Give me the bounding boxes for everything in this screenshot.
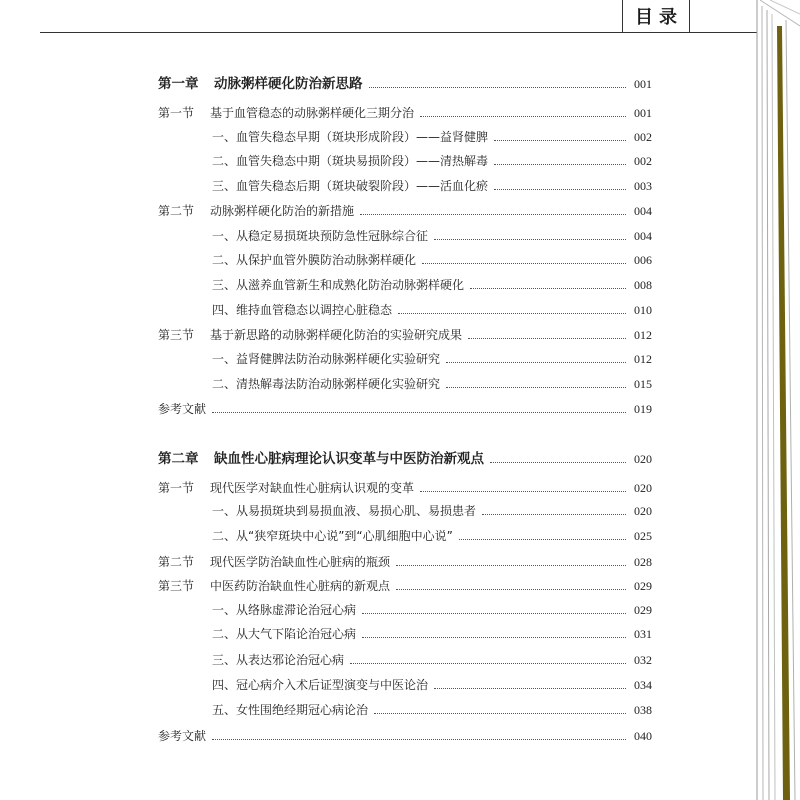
- toc-references: [158, 400, 652, 418]
- toc-label: 第三节: [158, 579, 195, 593]
- toc-leader: [434, 688, 626, 689]
- toc-item: [158, 128, 652, 146]
- toc-title: 三、血管失稳态后期（斑块破裂阶段）——活血化瘀: [212, 179, 489, 193]
- toc-title: 中医药防治缺血性心脏病的新观点: [210, 579, 391, 593]
- toc-leader: [482, 514, 626, 515]
- toc-page: 025: [634, 529, 652, 543]
- page-edges: [740, 0, 800, 800]
- toc-page: 001: [634, 106, 652, 120]
- toc-page: 020: [634, 452, 652, 466]
- toc-item: [158, 350, 652, 368]
- toc-item: [158, 527, 652, 545]
- toc-label: 第一节: [158, 481, 195, 495]
- toc-label: 第二节: [158, 204, 195, 218]
- toc-leader: [362, 637, 626, 638]
- toc-leader: [396, 565, 626, 566]
- toc-chapter: [158, 450, 652, 468]
- toc-title: 一、从稳定易损斑块预防急性冠脉综合征: [212, 229, 429, 243]
- toc-section: [158, 104, 652, 122]
- toc-page: 002: [634, 154, 652, 168]
- toc-title: 一、血管失稳态早期（斑块形成阶段）——益肾健脾: [212, 130, 489, 144]
- toc-section: [158, 202, 652, 220]
- toc-item: [158, 651, 652, 669]
- toc-leader: [374, 713, 626, 714]
- toc-page: 012: [634, 352, 652, 366]
- toc-leader: [470, 288, 626, 289]
- toc-chapter: [158, 75, 652, 93]
- toc-label: 第三节: [158, 328, 195, 342]
- toc-title: 动脉粥样硬化防治新思路: [214, 76, 363, 92]
- toc-leader: [398, 313, 626, 314]
- toc-page: 020: [634, 481, 652, 495]
- toc-leader: [360, 214, 626, 215]
- toc-leader: [422, 263, 626, 264]
- toc-leader: [212, 412, 626, 413]
- toc-item: [158, 251, 652, 269]
- toc-title: 基于新思路的动脉粥样硬化防治的实验研究成果: [210, 328, 463, 342]
- toc-item: [158, 152, 652, 170]
- toc-item: [158, 276, 652, 294]
- toc-leader: [420, 491, 626, 492]
- toc-leader: [494, 164, 626, 165]
- toc-page: 031: [634, 627, 652, 641]
- toc-title: 二、从大气下陷论治冠心病: [212, 627, 357, 641]
- toc-page: 008: [634, 278, 652, 292]
- toc-title: 四、维持血管稳态以调控心脏稳态: [212, 303, 393, 317]
- toc-title: 现代医学防治缺血性心脏病的瓶颈: [210, 555, 391, 569]
- toc-page: 012: [634, 328, 652, 342]
- toc-leader: [434, 239, 626, 240]
- toc-title: 动脉粥样硬化防治的新措施: [210, 204, 355, 218]
- toc-leader: [369, 87, 627, 88]
- toc-leader: [459, 539, 626, 540]
- toc-page: 028: [634, 555, 652, 569]
- toc-title: 四、冠心病介入术后证型演变与中医论治: [212, 678, 429, 692]
- toc-label: 第一节: [158, 106, 195, 120]
- toc-title: 五、女性围绝经期冠心病论治: [212, 703, 369, 717]
- toc-page: 001: [634, 77, 652, 91]
- toc-leader: [446, 362, 626, 363]
- toc-title: 二、从保护血管外膜防治动脉粥样硬化: [212, 253, 417, 267]
- toc-page: 032: [634, 653, 652, 667]
- toc-page: 020: [634, 504, 652, 518]
- toc-title: 参考文献: [158, 402, 207, 416]
- toc-leader: [468, 338, 626, 339]
- toc-label: 第一章: [158, 76, 199, 92]
- toc-leader: [446, 387, 626, 388]
- toc-section: [158, 577, 652, 595]
- toc-title: 一、从络脉虚滞论治冠心病: [212, 603, 357, 617]
- toc-item: [158, 601, 652, 619]
- toc-title: 二、清热解毒法防治动脉粥样硬化实验研究: [212, 377, 441, 391]
- toc-page: 003: [634, 179, 652, 193]
- header-rule: [40, 32, 757, 33]
- toc-page: 004: [634, 204, 652, 218]
- toc-item: [158, 701, 652, 719]
- toc-page: 038: [634, 703, 652, 717]
- toc-page: 015: [634, 377, 652, 391]
- toc-leader: [350, 663, 626, 664]
- toc-leader: [362, 613, 626, 614]
- toc-references: [158, 727, 652, 745]
- toc-leader: [420, 116, 626, 117]
- toc-page: 004: [634, 229, 652, 243]
- toc-section: [158, 553, 652, 571]
- toc-item: [158, 502, 652, 520]
- toc-title: 一、从易损斑块到易损血液、易损心肌、易损患者: [212, 504, 477, 518]
- toc-item: [158, 301, 652, 319]
- toc-page: 029: [634, 579, 652, 593]
- toc-leader: [396, 589, 626, 590]
- toc-heading-tab: [622, 0, 690, 32]
- toc-page: 010: [634, 303, 652, 317]
- toc-leader: [490, 462, 626, 463]
- toc-section: [158, 326, 652, 344]
- toc-item: [158, 227, 652, 245]
- toc-label: 第二章: [158, 451, 199, 467]
- toc-title: 缺血性心脏病理论认识变革与中医防治新观点: [214, 451, 484, 467]
- toc-page: 029: [634, 603, 652, 617]
- toc-title: 参考文献: [158, 729, 207, 743]
- toc-page: 034: [634, 678, 652, 692]
- toc-title: 现代医学对缺血性心脏病认识观的变革: [210, 481, 415, 495]
- toc-title: 基于血管稳态的动脉粥样硬化三期分治: [210, 106, 415, 120]
- toc-page: 006: [634, 253, 652, 267]
- toc-page: 040: [634, 729, 652, 743]
- toc-item: [158, 625, 652, 643]
- toc-item: [158, 177, 652, 195]
- page-title: 目录: [635, 7, 683, 28]
- toc-title: 三、从表达邪论治冠心病: [212, 653, 345, 667]
- toc-title: 二、从“狭窄斑块中心说”到“心肌细胞中心说”: [212, 529, 453, 543]
- toc-item: [158, 375, 652, 393]
- toc-item: [158, 676, 652, 694]
- toc-title: 二、血管失稳态中期（斑块易损阶段）——清热解毒: [212, 154, 489, 168]
- toc-page: 002: [634, 130, 652, 144]
- toc-page: 019: [634, 402, 652, 416]
- toc-section: [158, 479, 652, 497]
- toc-label: 第二节: [158, 555, 195, 569]
- toc-leader: [212, 739, 626, 740]
- toc-title: 三、从滋养血管新生和成熟化防治动脉粥样硬化: [212, 278, 465, 292]
- toc-leader: [494, 189, 626, 190]
- toc-leader: [494, 140, 626, 141]
- toc-title: 一、益肾健脾法防治动脉粥样硬化实验研究: [212, 352, 441, 366]
